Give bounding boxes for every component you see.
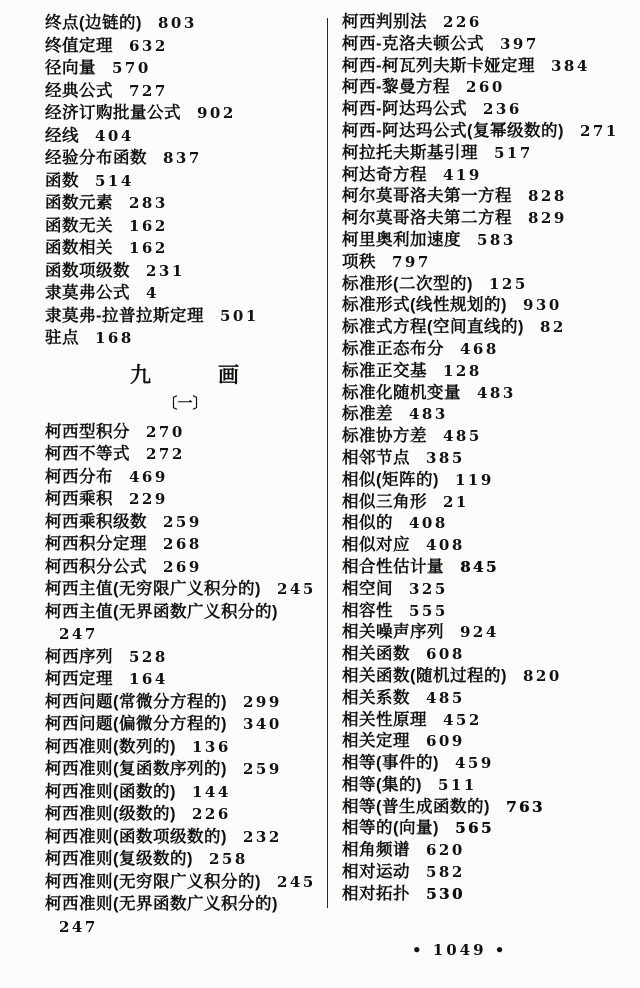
index-entry — [342, 295, 634, 317]
entry-term: 经线 — [45, 126, 79, 145]
index-entry — [45, 871, 325, 894]
index-entry — [45, 327, 325, 350]
index-entry — [45, 488, 325, 511]
entry-term: 标准形(二次型的) — [342, 274, 473, 293]
entry-term: 相关噪声序列 — [342, 623, 444, 642]
entry-page-number: 397 — [500, 34, 539, 53]
index-entry — [45, 215, 325, 238]
index-entry — [45, 623, 325, 646]
index-entry — [342, 404, 634, 426]
entry-term: 柯西-克洛夫顿公式 — [342, 34, 484, 53]
index-entry — [342, 731, 634, 753]
index-entry — [342, 644, 634, 666]
entry-term: 相等(事件的) — [342, 754, 439, 773]
entry-term: 柯西准则(无界函数广义积分的) — [45, 895, 278, 913]
entry-term: 柯拉托夫斯基引理 — [342, 143, 478, 162]
column-divider — [327, 18, 328, 908]
entry-page-number: 511 — [438, 775, 477, 794]
entry-page-number: 232 — [243, 827, 282, 846]
entry-term: 柯西积分公式 — [45, 557, 147, 576]
entry-term: 相似对应 — [342, 536, 410, 555]
index-entry — [342, 840, 634, 862]
entry-page-number: 245 — [277, 580, 316, 598]
entry-term: 相容性 — [342, 601, 393, 620]
entry-term: 标准式方程(空间直线的) — [342, 318, 524, 337]
entry-term: 相邻节点 — [342, 448, 410, 467]
index-entry — [342, 77, 634, 99]
entry-page-number: 325 — [409, 579, 448, 598]
entry-page-number: 385 — [426, 448, 465, 467]
index-entry — [45, 147, 325, 170]
index-entry — [342, 317, 634, 339]
index-entry — [45, 80, 325, 103]
entry-term: 相等(普生成函数的) — [342, 797, 490, 816]
entry-page-number: 727 — [129, 81, 168, 100]
entry-term: 柯西-阿达玛公式 — [342, 100, 467, 119]
entry-page-number: 452 — [443, 710, 482, 729]
index-entry — [45, 192, 325, 215]
entry-term: 函数无关 — [45, 216, 113, 235]
entry-term: 标准形式(线性规划的) — [342, 296, 507, 315]
index-entry — [342, 383, 634, 405]
entry-page-number: 528 — [129, 647, 168, 666]
index-entry — [342, 12, 634, 34]
entry-term: 函数项级数 — [45, 261, 130, 280]
index-entry — [342, 99, 634, 121]
index-entry — [45, 803, 325, 826]
entry-term: 项秩 — [342, 252, 376, 271]
index-entry — [342, 165, 634, 187]
entry-term: 柯西型积分 — [45, 422, 130, 441]
index-entry — [342, 775, 634, 797]
entry-page-number: 845 — [460, 557, 499, 576]
index-entry — [45, 12, 325, 35]
entry-page-number: 565 — [455, 819, 494, 838]
entry-term: 柯西乘积级数 — [45, 512, 147, 531]
entry-page-number: 259 — [163, 512, 202, 531]
right-column-entries — [342, 12, 634, 906]
index-entry — [342, 862, 634, 884]
index-entry — [45, 758, 325, 781]
entry-page-number: 632 — [129, 36, 168, 55]
index-entry — [342, 448, 634, 470]
index-entry — [342, 252, 634, 274]
entry-page-number: 902 — [197, 104, 236, 122]
entry-page-number: 272 — [146, 445, 185, 463]
entry-page-number: 128 — [443, 361, 482, 380]
entry-term: 相似的 — [342, 514, 393, 533]
entry-page-number: 247 — [59, 917, 98, 936]
entry-term: 柯尔莫哥洛夫第二方程 — [342, 209, 512, 228]
index-entry — [45, 170, 325, 193]
entry-term: 柯西判别法 — [342, 13, 427, 31]
index-entry — [342, 622, 634, 644]
left-column — [45, 12, 325, 938]
index-entry — [45, 533, 325, 556]
entry-page-number: 260 — [466, 78, 505, 97]
index-entry — [342, 818, 634, 840]
entry-term: 柯西序列 — [45, 647, 113, 666]
entry-page-number: 408 — [409, 514, 448, 533]
index-entry — [45, 305, 325, 328]
entry-page-number: 144 — [192, 782, 231, 801]
entry-page-number: 797 — [392, 252, 431, 271]
left-column-bottom-entries — [45, 421, 325, 939]
index-entry — [45, 102, 325, 125]
entry-term: 柯西准则(函数的) — [45, 782, 176, 801]
entry-term: 柯西-黎曼方程 — [342, 78, 450, 97]
entry-term: 经验分布函数 — [45, 149, 147, 167]
entry-term: 柯西问题(常微分方程的) — [45, 692, 227, 711]
index-entry — [45, 443, 325, 466]
index-entry — [45, 511, 325, 534]
entry-page-number: 829 — [528, 209, 567, 228]
index-entry — [342, 56, 634, 78]
entry-term: 柯西准则(函数项级数的) — [45, 827, 227, 846]
index-entry — [342, 470, 634, 492]
index-entry — [45, 893, 325, 916]
entry-term: 相角频谱 — [342, 841, 410, 860]
entry-page-number: 247 — [59, 625, 98, 643]
entry-term: 相关函数 — [342, 645, 410, 664]
index-entry — [342, 579, 634, 601]
entry-page-number: 258 — [209, 850, 248, 868]
index-entry — [45, 260, 325, 283]
entry-page-number: 517 — [494, 143, 533, 162]
entry-term: 相关函数(随机过程的) — [342, 666, 507, 685]
entry-term: 隶莫弗公式 — [45, 284, 130, 302]
entry-page-number: 501 — [220, 306, 259, 325]
entry-term: 相关性原理 — [342, 710, 427, 729]
index-entry — [342, 535, 634, 557]
entry-page-number: 583 — [477, 230, 516, 249]
entry-page-number: 245 — [277, 872, 316, 891]
entry-term: 相等(集的) — [342, 775, 422, 794]
entry-page-number: 514 — [95, 171, 134, 190]
index-entry — [342, 186, 634, 208]
index-entry — [342, 143, 634, 165]
entry-term: 相空间 — [342, 579, 393, 598]
index-entry — [45, 736, 325, 759]
index-entry — [45, 421, 325, 444]
entry-term: 相对拓扑 — [342, 884, 410, 903]
entry-page-number: 820 — [523, 666, 562, 685]
entry-page-number: 226 — [443, 13, 482, 31]
entry-term: 柯西乘积 — [45, 490, 113, 508]
entry-term: 柯西-阿达玛公式(复幂级数的) — [342, 121, 564, 140]
entry-page-number: 340 — [243, 715, 282, 733]
left-column-top-entries — [45, 12, 325, 350]
entry-term: 柯西主值(无穷限广义积分的) — [45, 580, 261, 598]
entry-page-number: 82 — [540, 318, 566, 337]
entry-page-number: 469 — [129, 467, 168, 486]
entry-term: 柯达奇方程 — [342, 165, 427, 184]
entry-term: 相等的(向量) — [342, 819, 439, 838]
entry-page-number: 384 — [551, 56, 590, 75]
entry-term: 标准差 — [342, 405, 393, 424]
entry-page-number: 803 — [158, 14, 197, 32]
entry-page-number: 485 — [443, 427, 482, 446]
entry-page-number: 162 — [129, 239, 168, 257]
index-entry — [45, 57, 325, 80]
entry-term: 终值定理 — [45, 36, 113, 55]
entry-term: 柯西定理 — [45, 670, 113, 688]
entry-term: 经济订购批量公式 — [45, 104, 181, 122]
index-entry — [45, 125, 325, 148]
index-entry — [45, 848, 325, 871]
index-entry — [342, 426, 634, 448]
entry-term: 柯里奥利加速度 — [342, 230, 461, 249]
entry-term: 柯西-柯瓦列夫斯卡娅定理 — [342, 56, 535, 75]
entry-page-number: 609 — [426, 732, 465, 751]
entry-term: 相对运动 — [342, 863, 410, 882]
entry-page-number: 4 — [146, 284, 159, 302]
index-entry — [342, 688, 634, 710]
entry-term: 相合性估计量 — [342, 557, 444, 576]
entry-page-number: 608 — [426, 645, 465, 664]
entry-term: 相关定理 — [342, 732, 410, 751]
entry-page-number: 125 — [489, 274, 528, 293]
entry-term: 隶莫弗-拉普拉斯定理 — [45, 306, 204, 325]
index-entry — [45, 713, 325, 736]
index-entry — [342, 797, 634, 819]
entry-term: 驻点 — [45, 329, 79, 347]
entry-page-number: 268 — [163, 535, 202, 553]
entry-page-number: 924 — [460, 623, 499, 642]
entry-term: 柯西问题(偏微分方程的) — [45, 715, 227, 733]
entry-page-number: 408 — [426, 536, 465, 555]
section-header: 九 画 — [130, 363, 240, 387]
index-entry — [342, 339, 634, 361]
index-entry — [342, 753, 634, 775]
entry-page-number: 620 — [426, 841, 465, 860]
entry-page-number: 119 — [455, 470, 494, 489]
index-entry — [342, 492, 634, 514]
index-entry — [342, 274, 634, 296]
entry-term: 柯西准则(复级数的) — [45, 850, 193, 868]
entry-page-number: 299 — [243, 692, 282, 711]
index-entry — [342, 666, 634, 688]
entry-page-number: 231 — [146, 261, 185, 280]
index-entry — [45, 781, 325, 804]
entry-page-number: 582 — [426, 863, 465, 882]
entry-page-number: 555 — [409, 601, 448, 620]
index-entry — [342, 230, 634, 252]
entry-page-number: 164 — [129, 670, 168, 688]
index-entry — [45, 668, 325, 691]
entry-page-number: 168 — [95, 329, 134, 347]
index-entry — [342, 601, 634, 623]
index-entry — [45, 916, 325, 939]
entry-page-number: 468 — [460, 339, 499, 358]
entry-page-number: 283 — [129, 194, 168, 212]
entry-term: 相似三角形 — [342, 492, 427, 511]
page-number: • 1049 • — [412, 941, 508, 959]
index-entry — [342, 208, 634, 230]
entry-page-number: 459 — [455, 754, 494, 773]
entry-page-number: 229 — [129, 490, 168, 508]
entry-term: 函数元素 — [45, 194, 113, 212]
index-entry — [45, 466, 325, 489]
entry-page-number: 828 — [528, 187, 567, 206]
index-entry — [342, 513, 634, 535]
entry-term: 相似(矩阵的) — [342, 470, 439, 489]
index-entry — [45, 556, 325, 579]
entry-term: 径向量 — [45, 59, 96, 77]
entry-term: 柯西准则(复函数序列的) — [45, 760, 227, 778]
entry-page-number: 271 — [579, 121, 619, 140]
entry-term: 相关系数 — [342, 688, 410, 707]
index-entry — [342, 121, 634, 143]
entry-term: 函数相关 — [45, 239, 113, 257]
entry-page-number: 404 — [95, 126, 134, 145]
entry-term: 标准正交基 — [342, 361, 427, 380]
entry-page-number: 485 — [426, 688, 465, 707]
right-column — [342, 12, 634, 906]
entry-page-number: 259 — [243, 760, 282, 778]
entry-page-number: 21 — [443, 492, 469, 511]
entry-page-number: 162 — [129, 216, 168, 235]
entry-page-number: 419 — [443, 165, 482, 184]
entry-term: 柯西积分定理 — [45, 535, 147, 553]
index-entry — [45, 578, 325, 601]
index-entry — [342, 34, 634, 56]
index-entry — [45, 646, 325, 669]
entry-page-number: 226 — [192, 805, 231, 823]
index-entry — [45, 282, 325, 305]
entry-term: 标准化随机变量 — [342, 383, 461, 402]
entry-term: 标准正态布分 — [342, 339, 444, 358]
index-entry — [342, 557, 634, 579]
index-entry — [342, 884, 634, 906]
entry-term: 标准协方差 — [342, 427, 427, 446]
entry-page-number: 483 — [409, 405, 448, 424]
index-entry — [342, 710, 634, 732]
index-entry — [45, 35, 325, 58]
entry-term: 柯西准则(无穷限广义积分的) — [45, 872, 261, 891]
entry-term: 经典公式 — [45, 81, 113, 100]
index-entry — [45, 826, 325, 849]
index-entry — [45, 691, 325, 714]
entry-page-number: 136 — [192, 737, 231, 756]
entry-term: 函数 — [45, 171, 79, 190]
entry-page-number: 930 — [523, 296, 562, 315]
entry-page-number: 763 — [506, 797, 545, 816]
entry-term: 柯尔莫哥洛夫第一方程 — [342, 187, 512, 206]
section-subheader: 〔一〕 — [162, 394, 208, 412]
entry-term: 柯西主值(无界函数广义积分的) — [45, 602, 278, 621]
entry-term: 柯西准则(数列的) — [45, 737, 176, 756]
entry-page-number: 837 — [163, 149, 202, 167]
entry-page-number: 570 — [112, 59, 151, 77]
entry-page-number: 236 — [483, 100, 522, 119]
entry-page-number: 530 — [426, 884, 465, 903]
entry-page-number: 483 — [477, 383, 516, 402]
index-entry — [45, 237, 325, 260]
entry-term: 柯西不等式 — [45, 445, 130, 463]
index-entry — [45, 601, 325, 624]
entry-page-number: 270 — [146, 422, 185, 441]
entry-term: 柯西分布 — [45, 467, 113, 486]
index-entry — [342, 361, 634, 383]
entry-term: 终点(边链的) — [45, 14, 142, 32]
entry-term: 柯西准则(级数的) — [45, 805, 176, 823]
entry-page-number: 269 — [163, 557, 202, 576]
